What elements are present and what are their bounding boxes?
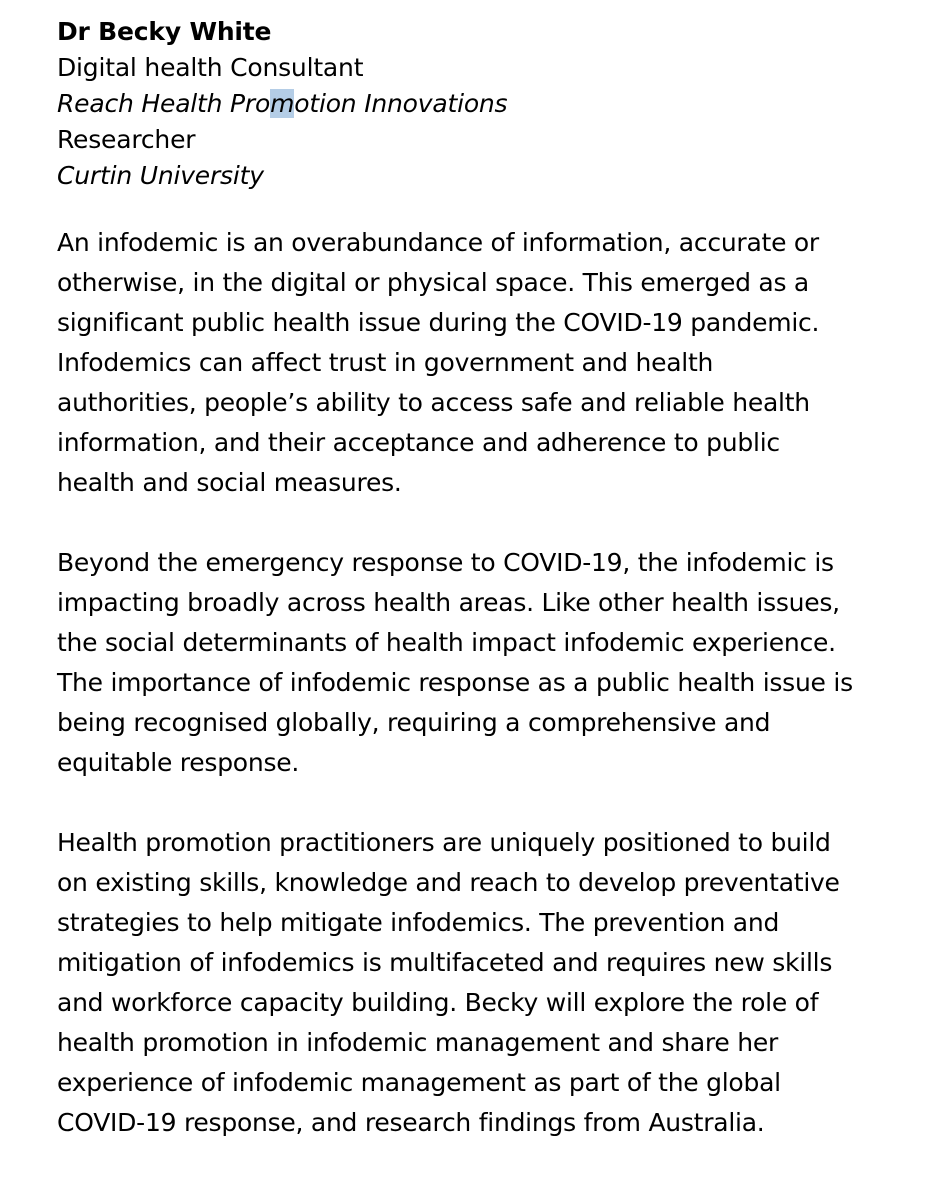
text-line: health promotion in infodemic management and share her bbox=[57, 1028, 778, 1057]
paragraph-1 bbox=[57, 223, 917, 503]
text-line: COVID-19 response, and research findings from Australia. bbox=[57, 1108, 765, 1137]
text-line: impacting broadly across health areas. Like other health issues, bbox=[57, 588, 840, 617]
speaker-org-1-part-b: otion Innovations bbox=[294, 89, 508, 118]
document-page bbox=[57, 14, 917, 1183]
text-line: health and social measures. bbox=[57, 468, 402, 497]
text-line: significant public health issue during the COVID-19 pandemic. bbox=[57, 308, 820, 337]
text-line: authorities, people’s ability to access safe and reliable health bbox=[57, 388, 810, 417]
speaker-name: Dr Becky White bbox=[57, 17, 272, 46]
text-line: Infodemics can affect trust in government and health bbox=[57, 348, 714, 377]
text-line: mitigation of infodemics is multifaceted and requires new skills bbox=[57, 948, 833, 977]
text-line: on existing skills, knowledge and reach to develop preventative bbox=[57, 868, 840, 897]
abstract-body bbox=[57, 223, 917, 1143]
text-line: information, and their acceptance and adherence to public bbox=[57, 428, 780, 457]
paragraph-2 bbox=[57, 543, 917, 783]
text-line: Health promotion practitioners are uniquely positioned to build bbox=[57, 828, 831, 857]
speaker-role-1: Digital health Consultant bbox=[57, 53, 364, 82]
text-line: and workforce capacity building. Becky will explore the role of bbox=[57, 988, 819, 1017]
text-line: The importance of infodemic response as a public health issue is bbox=[57, 668, 853, 697]
text-line: Beyond the emergency response to COVID-19, the infodemic is bbox=[57, 548, 834, 577]
speaker-org-2: Curtin University bbox=[57, 161, 264, 190]
speaker-org-1 bbox=[57, 86, 917, 122]
speaker-org-1-part-a: Reach Health Pro bbox=[57, 89, 271, 118]
text-selection-highlight: m bbox=[270, 89, 295, 118]
text-line: the social determinants of health impact infodemic experience. bbox=[57, 628, 836, 657]
paragraph-3 bbox=[57, 823, 917, 1143]
text-line: otherwise, in the digital or physical space. This emerged as a bbox=[57, 268, 810, 297]
speaker-role-2: Researcher bbox=[57, 125, 196, 154]
text-line: experience of infodemic management as part of the global bbox=[57, 1068, 781, 1097]
text-line: equitable response. bbox=[57, 748, 300, 777]
speaker-header bbox=[57, 14, 917, 194]
text-line: strategies to help mitigate infodemics. The prevention and bbox=[57, 908, 780, 937]
text-line: being recognised globally, requiring a comprehensive and bbox=[57, 708, 771, 737]
text-line: An infodemic is an overabundance of information, accurate or bbox=[57, 228, 819, 257]
